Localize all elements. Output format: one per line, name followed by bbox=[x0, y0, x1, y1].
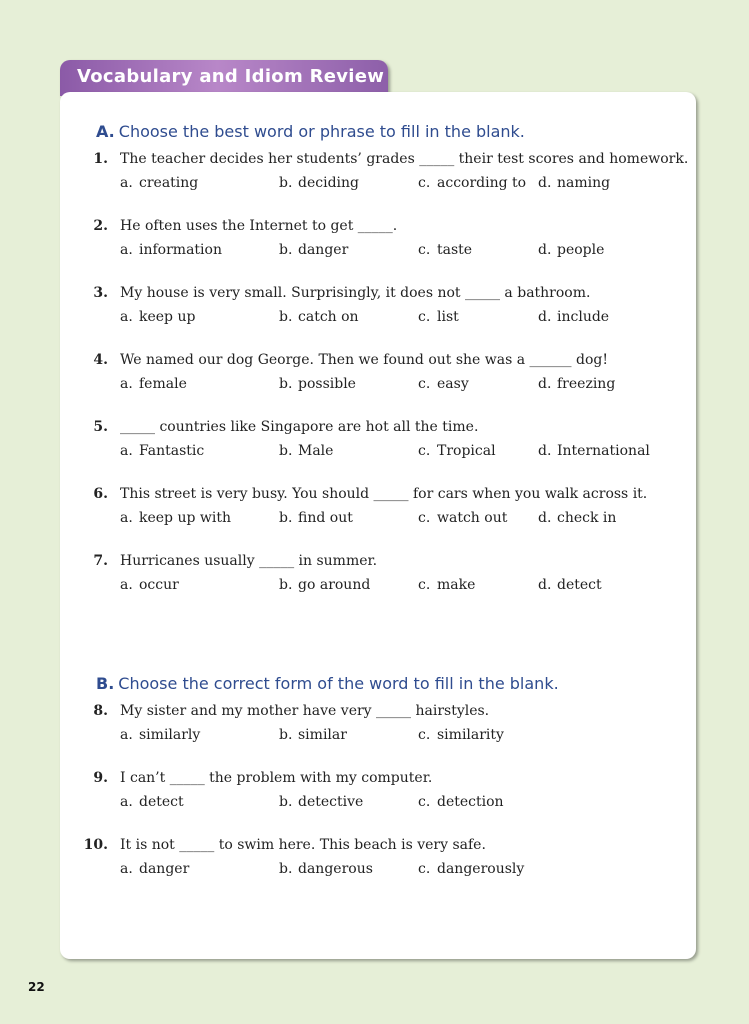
page-number: 22 bbox=[28, 980, 45, 994]
option-text: creating bbox=[139, 175, 199, 191]
question-number: 10. bbox=[83, 837, 108, 853]
question-item bbox=[0, 218, 749, 266]
option-letter: a. bbox=[120, 376, 133, 392]
answer-option[interactable] bbox=[538, 443, 650, 459]
question-number: 5. bbox=[93, 419, 108, 435]
option-letter: d. bbox=[538, 376, 552, 392]
option-text: watch out bbox=[437, 510, 508, 526]
option-text: check in bbox=[557, 510, 617, 526]
answer-option[interactable] bbox=[538, 577, 602, 593]
option-letter: b. bbox=[279, 443, 293, 459]
option-text: according to bbox=[437, 175, 527, 191]
option-letter: c. bbox=[418, 794, 431, 810]
option-letter: c. bbox=[418, 309, 431, 325]
answer-option[interactable] bbox=[418, 309, 459, 325]
option-letter: b. bbox=[279, 242, 293, 258]
option-letter: b. bbox=[279, 510, 293, 526]
option-text: find out bbox=[298, 510, 353, 526]
option-text: danger bbox=[139, 861, 190, 877]
option-text: list bbox=[437, 309, 459, 325]
option-text: include bbox=[557, 309, 610, 325]
answer-option[interactable] bbox=[279, 794, 363, 810]
question-item bbox=[0, 553, 749, 601]
question-stem: He often uses the Internet to get _____. bbox=[120, 218, 398, 234]
answer-option[interactable] bbox=[279, 376, 356, 392]
option-text: easy bbox=[437, 376, 469, 392]
answer-option[interactable] bbox=[120, 242, 222, 258]
option-text: Male bbox=[298, 443, 334, 459]
answer-option[interactable] bbox=[279, 510, 353, 526]
option-text: deciding bbox=[298, 175, 359, 191]
answer-option[interactable] bbox=[418, 510, 507, 526]
option-letter: c. bbox=[418, 443, 431, 459]
section-b-letter: B. bbox=[96, 674, 115, 693]
question-stem: The teacher decides her students’ grades _____ their test scores and homework. bbox=[120, 151, 689, 167]
answer-option[interactable] bbox=[120, 443, 204, 459]
option-text: possible bbox=[298, 376, 356, 392]
question-item bbox=[0, 151, 749, 199]
option-letter: c. bbox=[418, 376, 431, 392]
question-number: 7. bbox=[93, 553, 108, 569]
option-text: make bbox=[437, 577, 476, 593]
option-text: keep up bbox=[139, 309, 196, 325]
answer-option[interactable] bbox=[418, 861, 524, 877]
option-text: detect bbox=[139, 794, 184, 810]
answer-option[interactable] bbox=[418, 577, 475, 593]
option-letter: c. bbox=[418, 175, 431, 191]
answer-option[interactable] bbox=[418, 443, 496, 459]
page-title: Vocabulary and Idiom Review bbox=[77, 66, 385, 87]
option-letter: d. bbox=[538, 309, 552, 325]
option-letter: a. bbox=[120, 309, 133, 325]
option-text: danger bbox=[298, 242, 349, 258]
option-letter: a. bbox=[120, 242, 133, 258]
question-number: 8. bbox=[93, 703, 108, 719]
option-letter: d. bbox=[538, 175, 552, 191]
question-number: 3. bbox=[93, 285, 108, 301]
answer-option[interactable] bbox=[418, 727, 504, 743]
answer-option[interactable] bbox=[279, 727, 347, 743]
answer-option[interactable] bbox=[120, 794, 184, 810]
option-letter: b. bbox=[279, 309, 293, 325]
question-number: 4. bbox=[93, 352, 108, 368]
option-letter: d. bbox=[538, 510, 552, 526]
answer-option[interactable] bbox=[120, 175, 198, 191]
answer-option[interactable] bbox=[279, 309, 359, 325]
option-text: information bbox=[139, 242, 222, 258]
section-b-instruction: Choose the correct form of the word to fill in the blank. bbox=[118, 674, 559, 693]
option-letter: c. bbox=[418, 577, 431, 593]
section-a-letter: A. bbox=[96, 122, 115, 141]
answer-option[interactable] bbox=[279, 175, 359, 191]
answer-option[interactable] bbox=[120, 577, 179, 593]
option-letter: b. bbox=[279, 376, 293, 392]
option-letter: c. bbox=[418, 510, 431, 526]
option-letter: a. bbox=[120, 175, 133, 191]
answer-option[interactable] bbox=[120, 727, 200, 743]
option-text: detective bbox=[298, 794, 364, 810]
option-text: similarity bbox=[437, 727, 504, 743]
question-item bbox=[0, 703, 749, 751]
question-stem: My house is very small. Surprisingly, it does not _____ a bathroom. bbox=[120, 285, 591, 301]
question-item bbox=[0, 770, 749, 818]
answer-option[interactable] bbox=[418, 794, 504, 810]
option-letter: b. bbox=[279, 794, 293, 810]
option-text: dangerously bbox=[437, 861, 525, 877]
option-letter: a. bbox=[120, 577, 133, 593]
option-text: dangerous bbox=[298, 861, 373, 877]
question-stem: This street is very busy. You should _____ for cars when you walk across it. bbox=[120, 486, 648, 502]
option-text: keep up with bbox=[139, 510, 231, 526]
option-text: female bbox=[139, 376, 187, 392]
answer-option[interactable] bbox=[538, 242, 604, 258]
option-text: catch on bbox=[298, 309, 359, 325]
question-stem: I can’t _____ the problem with my computer. bbox=[120, 770, 433, 786]
answer-option[interactable] bbox=[279, 577, 370, 593]
question-item bbox=[0, 837, 749, 885]
option-text: Tropical bbox=[437, 443, 496, 459]
section-b-heading bbox=[96, 674, 559, 693]
question-item bbox=[0, 419, 749, 467]
answer-option[interactable] bbox=[120, 510, 231, 526]
option-letter: a. bbox=[120, 861, 133, 877]
option-letter: d. bbox=[538, 577, 552, 593]
question-number: 6. bbox=[93, 486, 108, 502]
option-text: detect bbox=[557, 577, 602, 593]
option-letter: b. bbox=[279, 175, 293, 191]
answer-option[interactable] bbox=[538, 510, 616, 526]
option-text: freezing bbox=[557, 376, 616, 392]
option-letter: b. bbox=[279, 577, 293, 593]
question-number: 2. bbox=[93, 218, 108, 234]
option-letter: b. bbox=[279, 861, 293, 877]
option-letter: a. bbox=[120, 794, 133, 810]
question-stem: It is not _____ to swim here. This beach is very safe. bbox=[120, 837, 486, 853]
answer-option[interactable] bbox=[538, 309, 609, 325]
answer-option[interactable] bbox=[418, 376, 469, 392]
option-text: taste bbox=[437, 242, 473, 258]
answer-option[interactable] bbox=[279, 443, 333, 459]
answer-option[interactable] bbox=[120, 309, 195, 325]
answer-option[interactable] bbox=[279, 242, 348, 258]
option-letter: a. bbox=[120, 443, 133, 459]
option-text: similarly bbox=[139, 727, 201, 743]
option-text: go around bbox=[298, 577, 371, 593]
question-stem: Hurricanes usually _____ in summer. bbox=[120, 553, 378, 569]
option-text: detection bbox=[437, 794, 504, 810]
option-text: people bbox=[557, 242, 605, 258]
option-letter: c. bbox=[418, 861, 431, 877]
answer-option[interactable] bbox=[538, 376, 615, 392]
question-item bbox=[0, 285, 749, 333]
question-number: 9. bbox=[93, 770, 108, 786]
option-letter: c. bbox=[418, 242, 431, 258]
answer-option[interactable] bbox=[120, 861, 189, 877]
option-letter: b. bbox=[279, 727, 293, 743]
section-a-heading bbox=[96, 122, 525, 141]
option-text: similar bbox=[298, 727, 347, 743]
option-text: occur bbox=[139, 577, 179, 593]
option-text: naming bbox=[557, 175, 611, 191]
answer-option[interactable] bbox=[418, 175, 526, 191]
option-letter: d. bbox=[538, 242, 552, 258]
question-stem: We named our dog George. Then we found out she was a ______ dog! bbox=[120, 352, 608, 368]
question-item bbox=[0, 352, 749, 400]
option-letter: c. bbox=[418, 727, 431, 743]
option-letter: d. bbox=[538, 443, 552, 459]
answer-option[interactable] bbox=[418, 242, 472, 258]
question-number: 1. bbox=[93, 151, 108, 167]
option-text: International bbox=[557, 443, 650, 459]
question-item bbox=[0, 486, 749, 534]
option-letter: a. bbox=[120, 727, 133, 743]
option-letter: a. bbox=[120, 510, 133, 526]
question-stem: My sister and my mother have very _____ hairstyles. bbox=[120, 703, 490, 719]
answer-option[interactable] bbox=[538, 175, 610, 191]
answer-option[interactable] bbox=[279, 861, 373, 877]
answer-option[interactable] bbox=[120, 376, 187, 392]
question-stem: _____ countries like Singapore are hot all the time. bbox=[120, 419, 479, 435]
option-text: Fantastic bbox=[139, 443, 205, 459]
section-a-instruction: Choose the best word or phrase to fill in the blank. bbox=[118, 122, 525, 141]
page-title-tab bbox=[60, 60, 388, 96]
